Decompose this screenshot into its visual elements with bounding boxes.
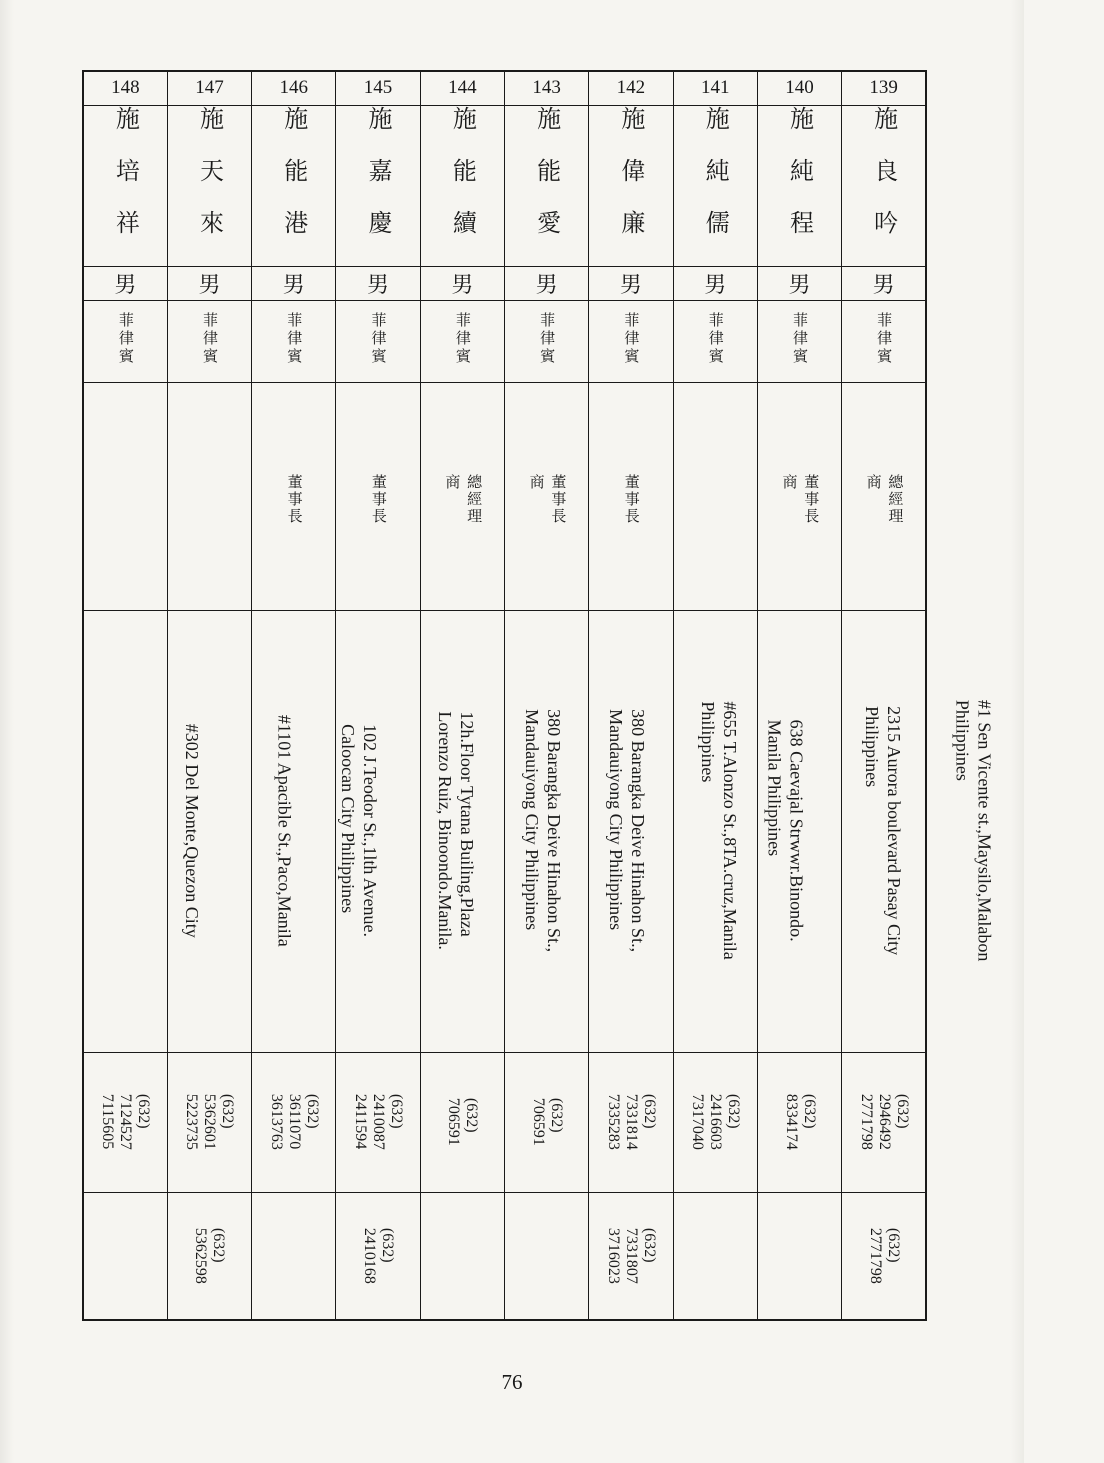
cell-title [842,382,926,610]
cell-name [420,105,504,266]
cell-title [420,382,504,610]
member-nationality: 菲律賓 [538,312,557,366]
member-sex: 男 [535,272,558,298]
cell-fax [252,1192,336,1320]
cell-name [167,105,251,266]
cell-sex [252,266,336,300]
member-telephone: (632) 706591 [445,1098,481,1146]
cell-address [83,610,202,1052]
row-entry-number [83,71,926,105]
cell-nationality [252,300,336,382]
member-address: #1 Sen Vicente st.,Maysilo,Malabon Philippines [952,700,995,962]
member-fax: (632) 2771798 [866,1227,902,1284]
member-nationality: 菲律賓 [875,312,894,366]
member-name: 施能愛 [532,105,561,262]
member-title: 董事長 [285,473,304,525]
row-telephone [83,1052,926,1192]
member-name: 施良吟 [869,105,898,262]
member-address: 102 J.Teodor St.,1lth Avenue. Caloocan City Philippines [338,724,381,938]
cell-telephone [504,1052,588,1192]
member-nationality: 菲律賓 [791,312,810,366]
member-registry-table [82,70,995,1321]
cell-nationality [673,300,757,382]
cell-sex [336,266,420,300]
cell-sex [504,266,588,300]
cell-name [757,105,841,266]
cell-nationality [589,300,673,382]
cell-title [589,382,673,610]
member-telephone: (632) 7331814 7335283 [604,1094,658,1150]
member-sex: 男 [872,272,895,298]
cell-telephone [252,1052,336,1192]
cell-telephone [589,1052,673,1192]
cell-fax [420,1192,504,1320]
cell-name [589,105,673,266]
entry-number: 148 [111,77,140,99]
member-nationality: 菲律賓 [369,312,388,366]
entry-number: 141 [700,77,730,99]
cell-title [504,382,588,610]
cell-sex [673,266,757,300]
cell-nationality [757,300,841,382]
member-name: 施偉廉 [616,105,645,262]
member-sex: 男 [114,272,137,298]
cell-number [504,71,588,105]
cell-nationality [504,300,588,382]
member-telephone: (632) 8334174 [782,1094,818,1150]
cell-number [252,71,336,105]
cell-number [757,71,841,105]
member-nationality: 菲律賓 [706,312,725,366]
member-nationality: 菲律賓 [453,312,472,366]
cell-telephone [167,1052,251,1192]
member-address: #655 T.Alonzo St.,8TA.cruz,Manila Philippines [698,701,741,961]
cell-fax [757,1192,841,1320]
member-sex: 男 [788,272,811,298]
member-address: #1101 Apacible St.,Paco,Manila [274,715,295,947]
cell-number [336,71,420,105]
member-title: 董事長 [369,473,388,525]
member-telephone: (632) 5362601 5223735 [183,1094,237,1150]
member-nationality: 菲律賓 [200,312,219,366]
cell-nationality [336,300,420,382]
member-name: 施天來 [195,105,224,262]
member-telephone: (632) 2946492 2771798 [857,1094,911,1150]
entry-number: 140 [785,77,814,99]
cell-title [167,382,251,610]
cell-telephone [673,1052,757,1192]
cell-title [757,382,841,610]
entry-number: 146 [279,77,308,99]
member-nationality: 菲律賓 [622,312,641,366]
cell-fax [673,1192,757,1320]
cell-number [589,71,673,105]
cell-nationality [83,300,167,382]
member-title: 商 董事長 [780,473,821,525]
cell-name [83,105,167,266]
cell-number [420,71,504,105]
cell-title [252,382,336,610]
member-address: 12h.Floor Tytana Builing,Plaza Lorenzo Ruiz, Binoondo.Manila. [435,711,478,951]
entry-number: 143 [532,77,561,99]
member-sex: 男 [619,272,642,298]
entry-number: 139 [869,77,898,99]
cell-telephone [336,1052,420,1192]
cell-number [83,71,167,105]
member-title: 商 總經理 [443,473,484,525]
cell-nationality [167,300,251,382]
member-name: 施純儒 [701,105,730,262]
member-telephone: (632) 2410087 2411594 [352,1094,405,1150]
member-address: 638 Caevajal Strwwr.Binondo. Manila Philippines [764,720,807,942]
member-address: #302 Del Monte,Quezon City [181,724,202,938]
cell-telephone [420,1052,504,1192]
row-sex [83,266,926,300]
cell-sex [842,266,926,300]
entry-number: 145 [363,77,393,99]
cell-name [842,105,926,266]
cell-telephone [757,1052,841,1192]
member-fax: (632) 5362598 [192,1227,228,1284]
cell-name [336,105,420,266]
row-nationality [83,300,926,382]
member-telephone: (632) 2416603 7317040 [689,1094,743,1150]
cell-fax [336,1192,420,1320]
member-address: 2315 Aurora boulevard Pasay City Philippines [862,706,904,956]
member-sex: 男 [282,272,305,298]
member-name: 施純程 [785,105,814,262]
row-title [83,382,926,610]
member-sex: 男 [198,272,221,298]
cell-fax [167,1192,251,1320]
cell-number [167,71,251,105]
member-nationality: 菲律賓 [285,312,304,366]
member-telephone: (632) 3611070 3613763 [267,1094,321,1150]
member-title: 商 董事長 [527,473,568,525]
cell-title [673,382,757,610]
member-fax: (632) 2410168 [361,1227,396,1284]
cell-name [252,105,336,266]
cell-title [336,382,420,610]
cell-fax [504,1192,588,1320]
entry-number: 142 [616,77,646,99]
row-name [83,105,926,266]
cell-fax [842,1192,926,1320]
cell-number [842,71,926,105]
cell-nationality [842,300,926,382]
cell-sex [589,266,673,300]
member-sex: 男 [704,272,727,298]
cell-sex [757,266,841,300]
cell-telephone [842,1052,926,1192]
member-nationality: 菲律賓 [116,312,135,366]
cell-telephone [83,1052,167,1192]
member-telephone: (632) 7124527 7115605 [99,1094,153,1150]
member-name: 施能續 [448,105,477,262]
entry-number: 144 [448,77,477,99]
cell-title [83,382,167,610]
page-number: 76 [501,1370,523,1394]
member-sex: 男 [367,272,390,298]
cell-name [673,105,757,266]
cell-nationality [420,300,504,382]
member-fax: (632) 7331807 3716023 [604,1227,658,1284]
cell-fax [83,1192,167,1320]
cell-fax [589,1192,673,1320]
member-telephone: (632) 706591 [529,1098,565,1146]
member-name: 施嘉慶 [364,105,393,262]
member-name: 施培祥 [111,105,140,262]
cell-number [673,71,757,105]
row-fax [83,1192,926,1320]
cell-sex [420,266,504,300]
member-address: 380 Barangka Deive Hinahon St., Mandauiyong City Philippines [522,709,564,953]
member-title: 董事長 [622,473,641,525]
cell-sex [83,266,167,300]
cell-sex [167,266,251,300]
entry-number: 147 [195,77,224,99]
member-sex: 男 [451,272,474,298]
member-title: 商 總經理 [864,473,905,525]
member-address: 380 Barangka Deive Hinahon St., Mandauiyong City Philippines [606,709,649,953]
row-address [83,610,926,1052]
cell-name [504,105,588,266]
member-name: 施能港 [279,105,308,262]
